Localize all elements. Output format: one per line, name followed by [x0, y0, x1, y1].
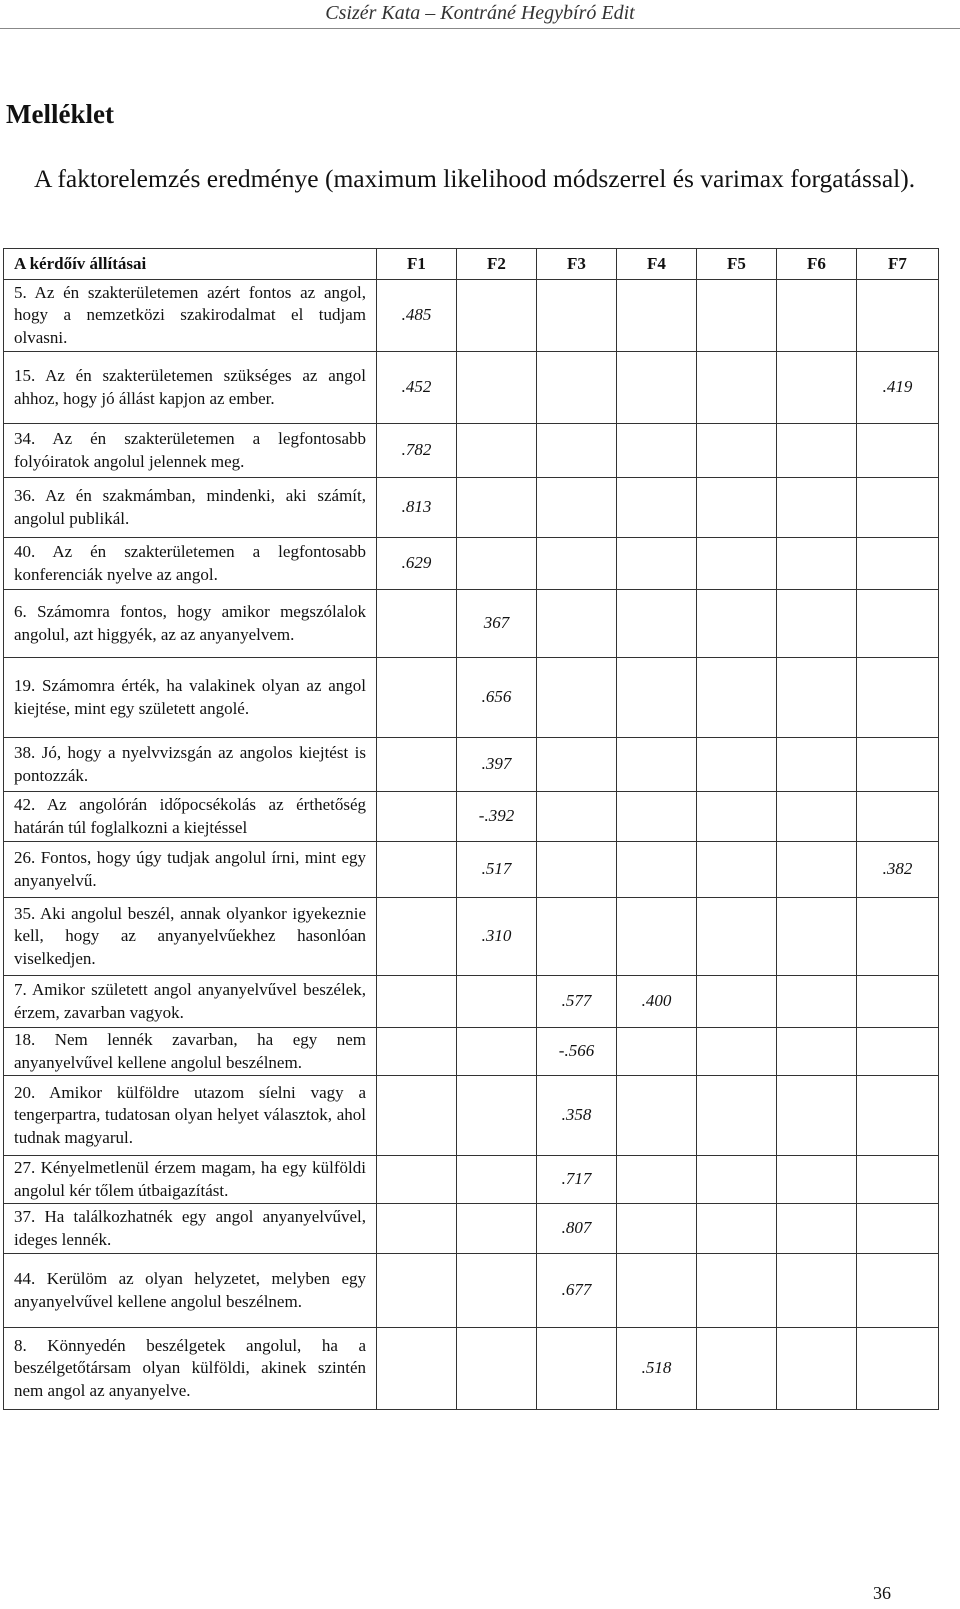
- factor-loading-cell: [697, 478, 777, 538]
- table-body: [4, 280, 939, 1410]
- factor-loading-cell: [457, 1254, 537, 1328]
- factor-loading-cell: [697, 1156, 777, 1204]
- factor-loading-cell: [697, 976, 777, 1028]
- factor-loading-cell: [857, 538, 939, 590]
- factor-loading-cell: [697, 424, 777, 478]
- factor-loading-cell: [857, 424, 939, 478]
- factor-loading-cell: [537, 590, 617, 658]
- factor-loading-cell: [697, 658, 777, 738]
- factor-loading-cell: [537, 280, 617, 352]
- factor-loading-cell: [777, 424, 857, 478]
- factor-loading-cell: [857, 738, 939, 792]
- factor-loading-cell: [777, 1156, 857, 1204]
- factor-loading-cell: [697, 538, 777, 590]
- factor-loading-cell: [617, 538, 697, 590]
- factor-loading-cell: .629: [377, 538, 457, 590]
- factor-loading-cell: [697, 590, 777, 658]
- table-row: [4, 1156, 939, 1204]
- factor-loading-cell: [697, 738, 777, 792]
- factor-loading-cell: [537, 352, 617, 424]
- item-statement: 38. Jó, hogy a nyelvvizsgán az angolos kiejtést is pontozzák.: [4, 738, 377, 792]
- table-row: [4, 1254, 939, 1328]
- factor-loading-cell: [457, 1028, 537, 1076]
- column-header-factor: F5: [697, 249, 777, 280]
- factor-loading-cell: [697, 1076, 777, 1156]
- table-row: [4, 658, 939, 738]
- column-header-items: A kérdőív állításai: [4, 249, 377, 280]
- factor-loading-cell: [697, 898, 777, 976]
- factor-loading-cell: [457, 1156, 537, 1204]
- factor-loading-cell: [457, 352, 537, 424]
- item-statement: 8. Könnyedén beszélgetek angolul, ha a beszélgetőtársam olyan külföldi, akinek szintén nem angol az anyanyelve.: [4, 1328, 377, 1410]
- factor-loading-cell: [377, 1156, 457, 1204]
- factor-loading-cell: [457, 1328, 537, 1410]
- factor-loading-cell: .419: [857, 352, 939, 424]
- factor-loading-cell: [857, 1204, 939, 1254]
- factor-loading-cell: .518: [617, 1328, 697, 1410]
- factor-loading-cell: [777, 792, 857, 842]
- factor-loading-cell: [537, 738, 617, 792]
- factor-loading-cell: [377, 590, 457, 658]
- factor-loading-cell: [777, 1204, 857, 1254]
- table-row: [4, 1328, 939, 1410]
- column-header-factor: F2: [457, 249, 537, 280]
- factor-loading-cell: [777, 1028, 857, 1076]
- factor-loading-cell: [697, 280, 777, 352]
- factor-loading-cell: -.566: [537, 1028, 617, 1076]
- factor-loading-cell: [857, 1156, 939, 1204]
- table-row: [4, 424, 939, 478]
- item-statement: 37. Ha találkozhatnék egy angol anyanyelvűvel, ideges lennék.: [4, 1204, 377, 1254]
- factor-loading-cell: [697, 1254, 777, 1328]
- item-statement: 7. Amikor született angol anyanyelvűvel beszélek, érzem, zavarban vagyok.: [4, 976, 377, 1028]
- factor-loading-cell: [457, 1076, 537, 1156]
- column-header-factor: F7: [857, 249, 939, 280]
- item-statement: 34. Az én szakterületemen a legfontosabb folyóiratok angolul jelennek meg.: [4, 424, 377, 478]
- factor-loading-cell: [537, 538, 617, 590]
- factor-loading-cell: .310: [457, 898, 537, 976]
- factor-loading-cell: .485: [377, 280, 457, 352]
- table-header-row: [4, 249, 939, 280]
- factor-loading-cell: [617, 424, 697, 478]
- factor-loading-cell: [857, 1028, 939, 1076]
- item-statement: 40. Az én szakterületemen a legfontosabb konferenciák nyelve az angol.: [4, 538, 377, 590]
- factor-loading-cell: [377, 792, 457, 842]
- factor-loading-cell: [857, 590, 939, 658]
- factor-loading-cell: [537, 658, 617, 738]
- item-statement: 44. Kerülöm az olyan helyzetet, melyben egy anyanyelvűvel kellene angolul beszélnem.: [4, 1254, 377, 1328]
- item-statement: 5. Az én szakterületemen azért fontos az angol, hogy a nemzetközi szakirodalmat el tudjam olvasni.: [4, 280, 377, 352]
- factor-loading-cell: [617, 280, 697, 352]
- factor-loading-cell: [617, 842, 697, 898]
- factor-loading-cell: [777, 842, 857, 898]
- factor-loading-cell: [617, 658, 697, 738]
- factor-loading-cell: -.392: [457, 792, 537, 842]
- factor-loading-cell: [857, 280, 939, 352]
- running-head: Csizér Kata – Kontráné Hegybíró Edit: [0, 0, 960, 29]
- table-row: [4, 842, 939, 898]
- factor-loading-cell: [537, 842, 617, 898]
- page-number: 36: [873, 1583, 891, 1603]
- factor-loading-cell: [777, 280, 857, 352]
- factor-loading-cell: [617, 1204, 697, 1254]
- table-row: [4, 976, 939, 1028]
- item-statement: 27. Kényelmetlenül érzem magam, ha egy külföldi angolul kér tőlem útbaigazítást.: [4, 1156, 377, 1204]
- factor-loading-cell: [777, 1076, 857, 1156]
- factor-loading-cell: [377, 658, 457, 738]
- factor-loading-cell: [457, 1204, 537, 1254]
- factor-loading-cell: [777, 478, 857, 538]
- factor-loading-cell: [457, 280, 537, 352]
- factor-loading-cell: [457, 424, 537, 478]
- factor-loading-cell: .677: [537, 1254, 617, 1328]
- table-row: [4, 738, 939, 792]
- factor-loading-cell: [857, 658, 939, 738]
- item-statement: 6. Számomra fontos, hogy amikor megszólalok angolul, azt higgyék, az az anyanyelvem.: [4, 590, 377, 658]
- factor-loading-cell: [697, 842, 777, 898]
- column-header-factor: F6: [777, 249, 857, 280]
- factor-loading-cell: .577: [537, 976, 617, 1028]
- table-caption: A faktorelemzés eredménye (maximum likelihood módszerrel és varimax forgatással).: [34, 164, 916, 193]
- factor-loading-cell: [617, 898, 697, 976]
- factor-loading-cell: [857, 1254, 939, 1328]
- column-header-factor: F4: [617, 249, 697, 280]
- factor-loading-cell: [697, 792, 777, 842]
- factor-loading-cell: [777, 658, 857, 738]
- factor-loading-cell: [537, 1328, 617, 1410]
- factor-loading-cell: .656: [457, 658, 537, 738]
- table-row: [4, 538, 939, 590]
- factor-loadings-table: [3, 248, 939, 1410]
- table-row: [4, 478, 939, 538]
- factor-loading-cell: [857, 478, 939, 538]
- factor-loading-cell: [857, 1328, 939, 1410]
- factor-loading-cell: [857, 976, 939, 1028]
- table-row: [4, 590, 939, 658]
- factor-loading-cell: [537, 424, 617, 478]
- factor-loading-cell: .382: [857, 842, 939, 898]
- factor-loading-cell: .358: [537, 1076, 617, 1156]
- factor-loading-cell: [617, 352, 697, 424]
- item-statement: 20. Amikor külföldre utazom síelni vagy a tengerpartra, tudatosan olyan helyet választok, ahol tudnak magyarul.: [4, 1076, 377, 1156]
- factor-loading-cell: [617, 1076, 697, 1156]
- factor-loading-cell: .452: [377, 352, 457, 424]
- table-row: [4, 1204, 939, 1254]
- factor-loading-cell: [377, 898, 457, 976]
- factor-loading-cell: [777, 1254, 857, 1328]
- factor-loading-cell: [777, 352, 857, 424]
- item-statement: 19. Számomra érték, ha valakinek olyan az angol kiejtése, mint egy született angolé.: [4, 658, 377, 738]
- factor-loading-cell: .397: [457, 738, 537, 792]
- column-header-factor: F3: [537, 249, 617, 280]
- factor-loading-cell: [377, 976, 457, 1028]
- factor-loading-cell: [377, 1204, 457, 1254]
- item-statement: 36. Az én szakmámban, mindenki, aki számít, angolul publikál.: [4, 478, 377, 538]
- factor-loading-cell: .717: [537, 1156, 617, 1204]
- factor-loading-cell: [617, 738, 697, 792]
- factor-loading-cell: [457, 976, 537, 1028]
- factor-loading-cell: [777, 1328, 857, 1410]
- factor-loading-cell: [457, 478, 537, 538]
- table-row: [4, 280, 939, 352]
- factor-loading-cell: [617, 792, 697, 842]
- factor-loading-cell: [617, 478, 697, 538]
- factor-loading-cell: [537, 478, 617, 538]
- factor-loading-cell: [777, 738, 857, 792]
- factor-loading-cell: [617, 1254, 697, 1328]
- factor-loading-cell: [697, 1328, 777, 1410]
- factor-loading-cell: [377, 1076, 457, 1156]
- factor-loading-cell: [617, 1156, 697, 1204]
- factor-loading-cell: [377, 1028, 457, 1076]
- factor-loading-cell: .813: [377, 478, 457, 538]
- factor-loading-cell: 367: [457, 590, 537, 658]
- factor-loading-cell: .807: [537, 1204, 617, 1254]
- factor-loading-cell: [377, 1254, 457, 1328]
- item-statement: 35. Aki angolul beszél, annak olyankor igyekeznie kell, hogy az anyanyelvűekhez hasonlóan viselkedjen.: [4, 898, 377, 976]
- factor-loading-cell: [697, 352, 777, 424]
- factor-loading-cell: [777, 976, 857, 1028]
- factor-loading-cell: [537, 898, 617, 976]
- factor-loading-cell: [857, 898, 939, 976]
- factor-loading-cell: [857, 1076, 939, 1156]
- table-row: [4, 898, 939, 976]
- factor-loading-cell: .400: [617, 976, 697, 1028]
- column-header-factor: F1: [377, 249, 457, 280]
- item-statement: 15. Az én szakterületemen szükséges az angol ahhoz, hogy jó állást kapjon az ember.: [4, 352, 377, 424]
- section-title: Melléklet: [6, 99, 114, 129]
- factor-loading-cell: [777, 590, 857, 658]
- table-row: [4, 1028, 939, 1076]
- factor-loading-cell: [857, 792, 939, 842]
- factor-loading-cell: [457, 538, 537, 590]
- factor-loading-cell: [617, 590, 697, 658]
- table-row: [4, 352, 939, 424]
- factor-loading-cell: [777, 898, 857, 976]
- factor-loading-cell: [617, 1028, 697, 1076]
- factor-loading-cell: .517: [457, 842, 537, 898]
- factor-loading-cell: [377, 1328, 457, 1410]
- factor-loading-cell: [777, 538, 857, 590]
- table-row: [4, 1076, 939, 1156]
- factor-loading-cell: [697, 1028, 777, 1076]
- factor-loading-cell: [537, 792, 617, 842]
- factor-loading-cell: [377, 738, 457, 792]
- item-statement: 18. Nem lennék zavarban, ha egy nem anyanyelvűvel kellene angolul beszélnem.: [4, 1028, 377, 1076]
- item-statement: 26. Fontos, hogy úgy tudjak angolul írni, mint egy anyanyelvű.: [4, 842, 377, 898]
- factor-loading-cell: [377, 842, 457, 898]
- table-row: [4, 792, 939, 842]
- factor-loading-cell: [697, 1204, 777, 1254]
- item-statement: 42. Az angolórán időpocsékolás az érthetőség határán túl foglalkozni a kiejtéssel: [4, 792, 377, 842]
- factor-loading-cell: .782: [377, 424, 457, 478]
